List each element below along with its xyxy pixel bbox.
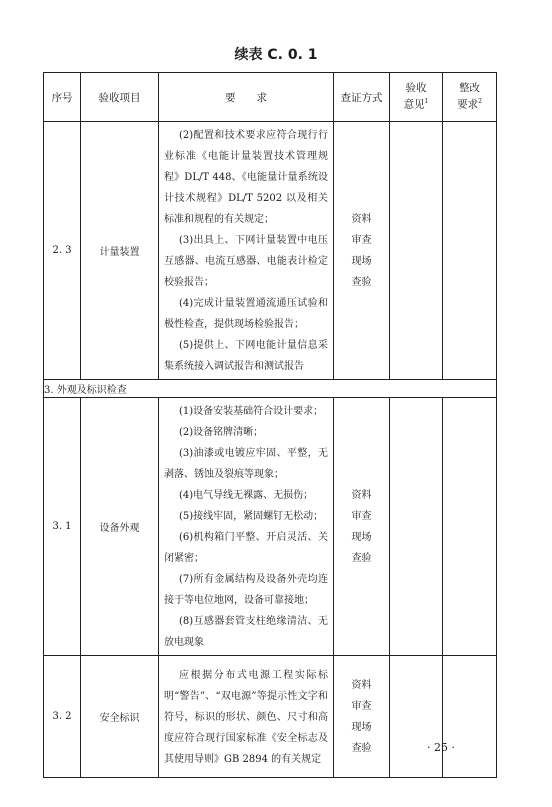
method-line: 现场 [351,531,372,543]
section-title: 3. 外观及标识检查 [44,380,497,398]
row-seq: 3. 1 [44,398,81,656]
method-line: 现场 [351,721,372,733]
requirement-line: (2)设备铭牌清晰； [179,427,264,438]
section-row [44,380,497,398]
requirement-line: (5)提供上、下网电能计量信息采集系统接入调试报告和测试报告 [164,340,328,372]
row-requirements [159,398,334,656]
row-method [334,656,390,778]
method-line: 查验 [351,276,372,288]
header-rectify-line2: 要求 [457,98,479,111]
method-line: 资料 [351,489,372,501]
header-row [44,73,497,122]
requirement-line: (3)出具上、下网计量装置中电压互感器、电流互感器、电能表计检定校验报告； [164,235,328,288]
header-rectify: 整改 要求$^2$ [443,73,497,122]
row-method [334,122,390,380]
header-requirements: 要 求 [159,73,334,122]
method-line: 审查 [351,510,372,522]
header-opinion-line1: 验收 [405,82,427,95]
header-rectify-line1: 整改 [459,82,480,95]
row-item: 安全标识 [81,656,159,778]
requirement-line: (4)完成计量装置通流通压试验和极性检查，提供现场检验报告； [164,298,328,330]
row-rectify [443,398,497,656]
row-seq: 2. 3 [44,122,81,380]
method-line: 资料 [351,679,372,691]
row-requirements [159,122,334,380]
requirement-line: (1)设备安装基础符合设计要求； [179,406,324,417]
requirement-line: (3)油漆或电镀应牢固、平整，无剥落、锈蚀及裂痕等现象； [164,448,328,480]
table-row [44,656,497,778]
header-seq: 序号 [44,73,81,122]
row-item: 设备外观 [81,398,159,656]
method-line: 审查 [351,234,372,246]
row-item: 计量装置 [81,122,159,380]
header-opinion-line2: 意见 [403,98,425,111]
acceptance-table [43,72,497,778]
header-method: 查证方式 [334,73,390,122]
requirement-line: (2)配置和技术要求应符合现行行业标准《电能计量装置技术管理规程》DL/T 448、《电能量计量系统设计技术规程》DL/T 5202 以及相关标准和规程的有关规定； [164,130,328,225]
method-line: 查验 [351,552,372,564]
requirement-line: (8)互感器套管支柱绝缘清洁、无放电现象 [164,616,328,648]
requirement-line: (5)接线牢固，紧固螺钉无松动； [179,511,324,522]
page-title: 续表 C. 0. 1 [234,47,318,63]
requirement-line: (4)电气导线无裸露、无损伤； [179,490,314,501]
table-row [44,122,497,380]
row-method [334,398,390,656]
header-opinion: 验收 意见$^1$ [390,73,443,122]
requirement-line: 应根据分布式电源工程实际标明“警告”、“双电源”等提示性文字和符号，标识的形状、颜色、尺寸和高度应符合现行国家标准《安全标志及其使用导则》GB 2894 的有关规定 [164,669,328,765]
requirement-line: (7)所有金属结构及设备外壳均连接于等电位地网，设备可靠接地； [164,574,328,606]
method-line: 资料 [351,213,372,225]
method-line: 现场 [351,255,372,267]
header-item: 验收项目 [81,73,159,122]
row-requirements [159,656,334,778]
row-opinion [390,398,443,656]
table-row [44,398,497,656]
page-number: · 25 · [427,741,455,754]
method-line: 审查 [351,700,372,712]
row-seq: 3. 2 [44,656,81,778]
row-opinion [390,656,443,778]
method-line: 查验 [351,742,372,754]
requirement-line: (6)机构箱门平整、开启灵活、关闭紧密； [164,532,328,564]
row-rectify [443,656,497,778]
row-opinion [390,122,443,380]
row-rectify [443,122,497,380]
